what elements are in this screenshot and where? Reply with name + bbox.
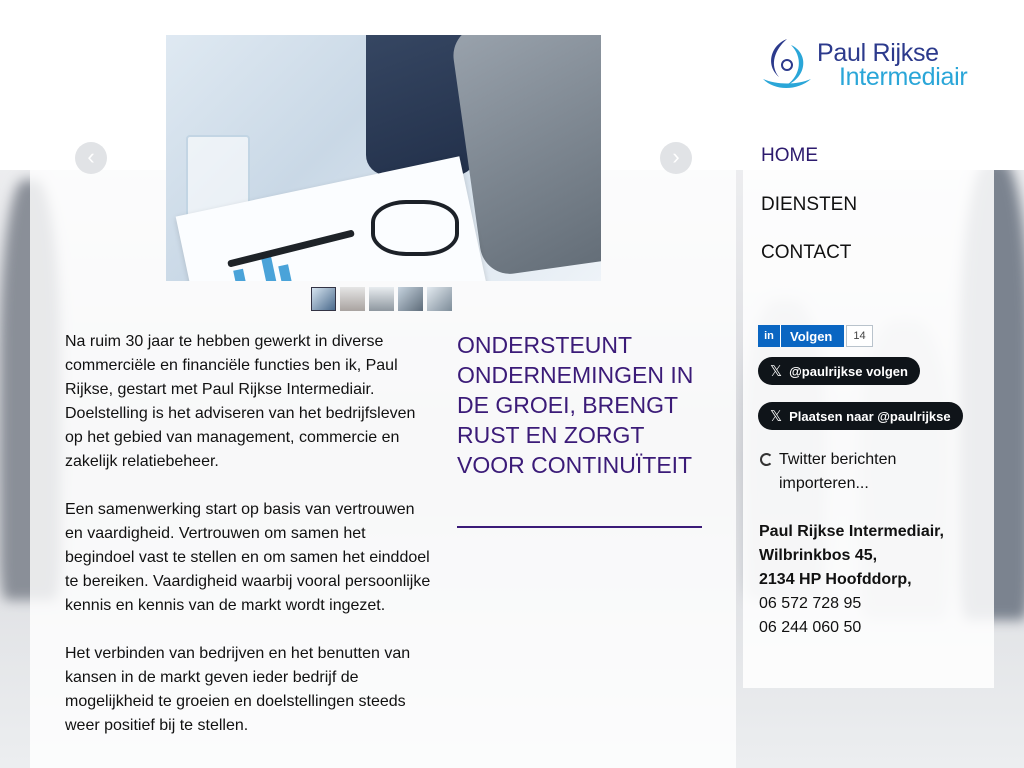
tagline: ONDERSTEUNT ONDERNEMINGEN IN DE GROEI, BRENGT RUST EN ZORGT VOOR CONTINUÏTEIT [457,332,694,478]
slider-next-button[interactable] [660,142,692,174]
street-address: Wilbrinkbos 45, [759,547,878,564]
slider-thumbnail[interactable] [311,287,336,311]
nav-item-home[interactable]: HOME [761,145,818,166]
chevron-left-icon: ‹ [87,144,95,169]
linkedin-follow-button[interactable] [758,325,873,347]
image-slider[interactable] [166,35,601,281]
phone-number[interactable]: 06 244 060 50 [759,619,862,636]
logo[interactable] [757,35,982,90]
slider-prev-button[interactable] [75,142,107,174]
linkedin-follow-label: Volgen [781,325,844,347]
nav-item-contact[interactable]: CONTACT [761,242,852,263]
logo-swirl-icon [757,35,817,91]
twitter-feed-loading: Twitter berichten importeren... [760,448,960,496]
loading-spinner-icon [760,453,773,466]
slider-thumbnail[interactable] [369,287,394,311]
x-logo-icon: 𝕏 [770,408,783,425]
logo-text: Paul Rijkse [817,39,939,67]
x-logo-icon: 𝕏 [770,363,783,380]
slider-thumbnail[interactable] [398,287,423,311]
x-post-label: Plaatsen naar @paulrijkse [789,408,951,424]
main-navigation [761,144,857,290]
contact-address [759,520,944,640]
nav-item-diensten[interactable]: DIENSTEN [761,193,858,215]
phone-number[interactable]: 06 572 728 95 [759,595,862,612]
intro-text [65,330,435,762]
slider-thumbnails [311,287,452,311]
intro-paragraph: Het verbinden van bedrijven en het benutten van kansen in de markt geven ieder bedrijf de mogelijkheid te groeien en doelstellingen steeds weer positief bij te stellen. [65,645,411,734]
x-follow-button[interactable] [758,357,920,385]
tagline-divider [457,526,702,528]
slider-thumbnail[interactable] [340,287,365,311]
intro-paragraph: Na ruim 30 jaar te hebben gewerkt in diverse commerciële en financiële functies ben ik, Paul Rijkse, gestart met Paul Rijkse Intermediair. Doelstelling is het adviseren van het bedrijfsleven op het gebied van management, commercie en zakelijk relatiebeheer. [65,333,416,470]
x-post-button[interactable] [758,402,963,430]
company-name: Paul Rijkse Intermediair, [759,523,944,540]
chevron-right-icon: › [672,144,680,169]
intro-paragraph: Een samenwerking start op basis van vertrouwen en vaardigheid. Vertrouwen om samen het begindoel vast te stellen en om samen het einddoel te bereiken. Vaardigheid waarbij vooral persoonlijke kennis en kennis van de markt wordt ingezet. [65,501,431,614]
linkedin-icon: in [758,325,781,347]
linkedin-follower-count: 14 [846,325,872,347]
logo-text: Intermediair [839,63,968,91]
x-follow-label: @paulrijkse volgen [789,363,908,379]
slider-thumbnail[interactable] [427,287,452,311]
postal-city: 2134 HP Hoofddorp, [759,571,912,588]
